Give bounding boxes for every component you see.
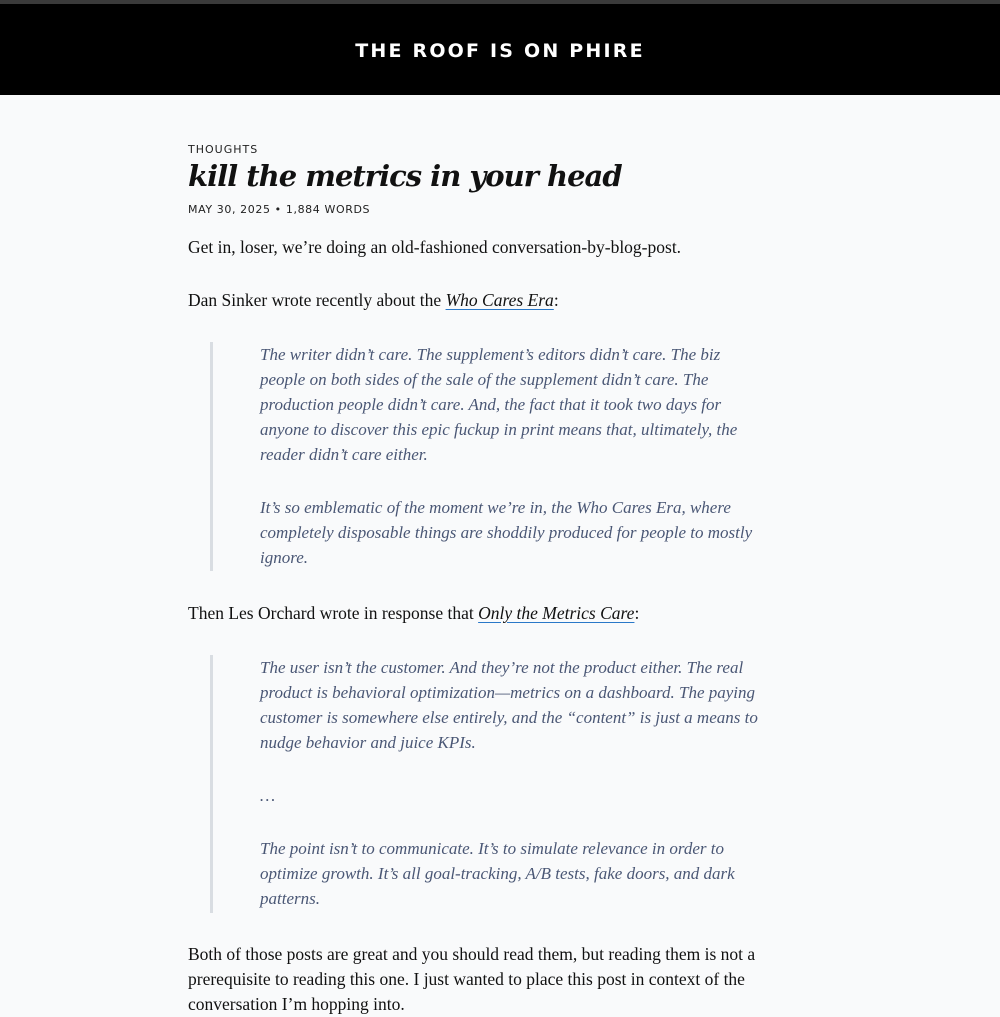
post-date: MAY 30, 2025 — [188, 203, 271, 216]
paragraph-text: : — [553, 290, 559, 310]
only-the-metrics-care-link[interactable]: Only the Metrics Care — [478, 603, 635, 623]
word-count: 1,884 WORDS — [285, 203, 371, 216]
blockquote-les-orchard — [210, 655, 762, 913]
quote-paragraph: The point isn’t to communicate. It’s to simulate relevance in order to optimize growth. It’s all goal-tracking, A/B tests, fake doors, and dark patterns. — [260, 839, 735, 908]
quote-paragraph: It’s so emblematic of the moment we’re in, the Who Cares Era, where completely disposable things are shoddily produced for people to mostly ignore. — [260, 498, 753, 567]
paragraph-intro: Get in, loser, we’re doing an old-fashioned conversation-by-blog-post. — [188, 237, 682, 257]
category-link[interactable]: THOUGHTS — [188, 143, 259, 156]
quote-ellipsis: … — [260, 786, 276, 805]
paragraph-text: Then Les Orchard wrote in response that — [188, 603, 479, 623]
post-meta — [188, 203, 370, 216]
site-header — [0, 4, 1000, 95]
post-title: kill the metrics in your head — [188, 159, 622, 193]
meta-separator: • — [274, 203, 282, 216]
paragraph-dan-sinker — [188, 288, 768, 313]
paragraph-les-orchard — [188, 601, 768, 626]
paragraph-text: : — [634, 603, 640, 623]
quote-paragraph: The writer didn’t care. The supplement’s editors didn’t care. The biz people on both sides of the sale of the supplement didn’t care. The production people didn’t care. And, the fact that it took two days for anyone to discover this epic fuckup in print means that, ultimately, the reader didn’t care either. — [260, 345, 738, 464]
who-cares-era-link[interactable]: Who Cares Era — [445, 290, 554, 310]
paragraph-context: Both of those posts are great and you should read them, but reading them is not a prerequisite to reading this one. I just wanted to place this post in context of the conversation I’m hopping into. — [188, 944, 756, 1014]
blockquote-dan-sinker — [210, 342, 762, 571]
paragraph-text: Dan Sinker wrote recently about the — [188, 290, 446, 310]
site-title-link[interactable]: THE ROOF IS ON PHIRE — [355, 39, 645, 62]
quote-paragraph: The user isn’t the customer. And they’re not the product either. The real product is behavioral optimization—metrics on a dashboard. The paying customer is somewhere else entirely, and the “content” is just a means to nudge behavior and juice KPIs. — [260, 658, 758, 752]
